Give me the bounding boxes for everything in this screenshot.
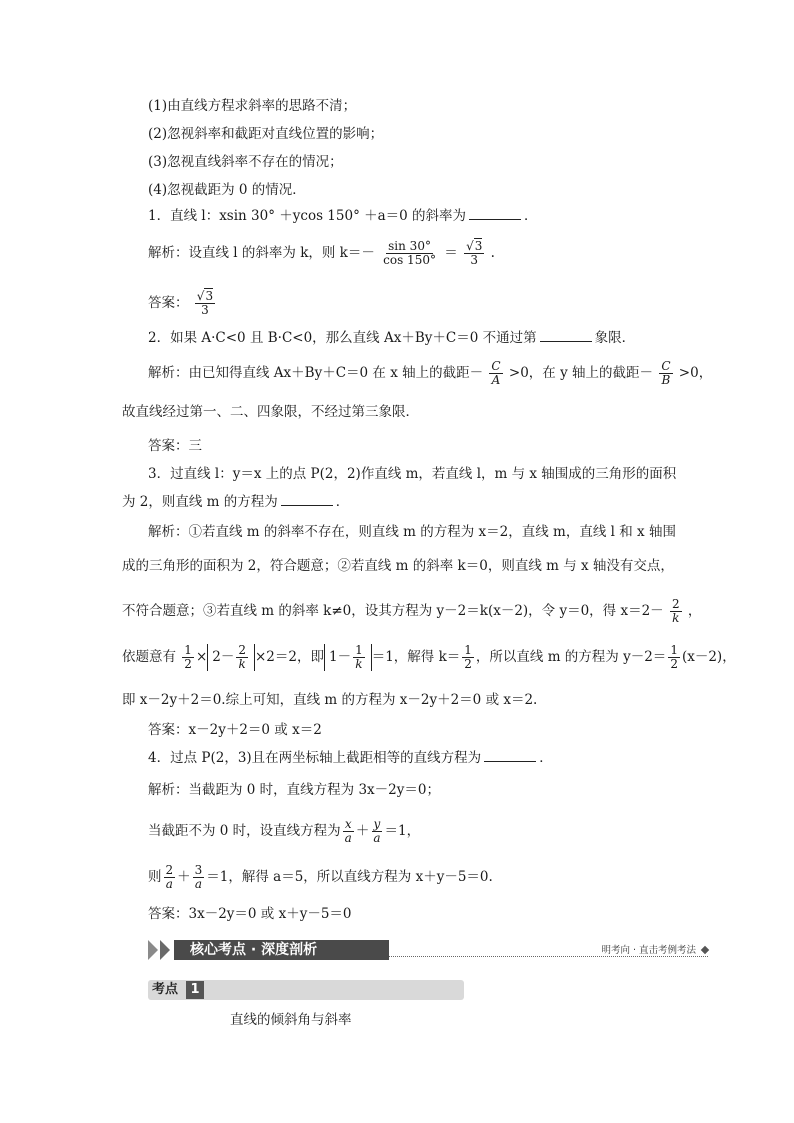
q4-analysis-1: 解析：当截距为 0 时，直线方程为 3x－2y＝0； bbox=[148, 782, 440, 798]
section-number: 1 bbox=[186, 981, 204, 999]
answer-blank bbox=[281, 493, 333, 506]
q3-stem-2-end: ． bbox=[335, 494, 350, 510]
q3-abs-2-frac bbox=[353, 644, 365, 671]
q2-analysis-c: >0， bbox=[678, 365, 713, 381]
q3-half-den: 2 bbox=[184, 657, 192, 671]
q1-answer bbox=[148, 290, 217, 317]
q4-a3-f2-den: a bbox=[194, 877, 203, 891]
note-3: (3)忽视直线斜率不存在的情况； bbox=[148, 154, 343, 170]
q1-result-fraction bbox=[464, 240, 484, 267]
q2-analysis-line2: 故直线经过第一、二、四象限，不经过第三象限． bbox=[122, 404, 419, 420]
q3-k-den: 2 bbox=[464, 657, 472, 671]
q1-answer-label: 答案： bbox=[148, 295, 189, 311]
q1-answer-num: √3 bbox=[196, 289, 214, 303]
q3-abs-1-den: k bbox=[238, 657, 246, 671]
q2-frac-2-num: C bbox=[661, 359, 671, 373]
q4-a2-f2-num: y bbox=[373, 817, 381, 831]
note-1: (1)由直线方程求斜率的思路不清； bbox=[148, 98, 357, 114]
q3-h-den: 2 bbox=[670, 657, 678, 671]
q4-a3-f1-num: 2 bbox=[165, 863, 174, 877]
q3-a4-mid: ×2＝2，即 bbox=[254, 649, 324, 665]
q3-abs-2-num: 1 bbox=[355, 643, 363, 657]
q4-a2-plus: ＋ bbox=[355, 823, 370, 839]
q2-stem-text: 2．如果 A·C<0 且 B·C<0，那么直线 Ax＋By＋C＝0 不通过第 bbox=[148, 330, 537, 346]
q3-analysis-3 bbox=[122, 598, 701, 625]
q1-frac-num: sin 30° bbox=[388, 239, 431, 253]
q3-abs-1-frac bbox=[236, 644, 248, 671]
q1-frac-den: cos 150° bbox=[383, 253, 436, 267]
q3-a4-pre: 依题意有 bbox=[122, 649, 176, 665]
q3-stem-2 bbox=[122, 492, 349, 512]
q3-stem-1: 3．过直线 l：y＝x 上的点 P(2，2)作直线 m，若直线 l，m 与 x 轴围成的三角形的面积 bbox=[148, 466, 677, 482]
section-label-bar bbox=[148, 980, 464, 1000]
q1-analysis-prefix: 解析：设直线 l 的斜率为 k，则 k＝－ bbox=[148, 245, 375, 261]
q3-analysis-3-text: 不符合题意；③若直线 m 的斜率 k≠0，设其方程为 y－2＝k(x－2)，令 y＝0，得 x＝2－ bbox=[122, 603, 664, 619]
q3-k-num: 1 bbox=[464, 643, 472, 657]
q4-stem bbox=[148, 748, 553, 768]
q3-a4-end: (x－2)， bbox=[681, 649, 736, 665]
q2-stem bbox=[148, 328, 635, 348]
q3-answer: 答案：x－2y＋2＝0 或 x＝2 bbox=[148, 722, 322, 738]
q3-analysis-1: 解析：①若直线 m 的斜率不存在，则直线 m 的方程为 x＝2，直线 m，直线 l 和 x 轴围 bbox=[148, 524, 676, 540]
q4-a2-end: ＝1， bbox=[384, 823, 421, 839]
q1-end: . bbox=[490, 245, 495, 261]
q3-abs-1-num: 2 bbox=[238, 643, 246, 657]
q3-analysis-3-end: ， bbox=[687, 603, 702, 619]
q3-frac-2k-den: k bbox=[672, 611, 680, 625]
answer-blank bbox=[484, 749, 536, 762]
q4-a2-f1-den: a bbox=[344, 831, 352, 845]
chevron-icon bbox=[148, 940, 158, 960]
answer-blank bbox=[469, 207, 521, 220]
q2-analysis bbox=[148, 360, 712, 387]
q1-eq: ＝ bbox=[444, 245, 458, 261]
q1-answer-den: 3 bbox=[201, 303, 209, 317]
q3-half-num: 1 bbox=[184, 643, 192, 657]
q3-analysis-4: 依题意有 $\frac{1}{2}$ × 2－ $\frac{2}{k}$ ×2＝2，即 1－ $\frac{1}{k}$ ＝1，解得 k＝ $\frac{1}{2}$ ，所以直线 m 的方程为 y－2＝ $\frac{1}{2}$ (x－2)， bbox=[122, 643, 736, 671]
q4-stem-text: 4．过点 P(2，3)且在两坐标轴上截距相等的直线方程为 bbox=[148, 750, 482, 766]
q3-stem-2-text: 为 2，则直线 m 的方程为 bbox=[122, 494, 278, 510]
q1-answer-fraction bbox=[195, 290, 215, 317]
q4-a3-plus: ＋ bbox=[177, 869, 191, 885]
q3-analysis-5: 即 x－2y＋2＝0.综上可知，直线 m 的方程为 x－2y＋2＝0 或 x＝2. bbox=[122, 692, 538, 708]
q2-frac-2-den: B bbox=[661, 373, 671, 387]
q1-stem-end: ． bbox=[524, 208, 538, 224]
banner-divider bbox=[389, 956, 708, 957]
q4-a2-frac-2 bbox=[371, 818, 382, 845]
q2-analysis-a: 解析：由已知得直线 Ax＋By＋C＝0 在 x 轴上的截距－ bbox=[148, 365, 484, 381]
q2-frac-1-num: C bbox=[491, 359, 501, 373]
q4-a2-f1-num: x bbox=[344, 817, 352, 831]
section-label: 考点 bbox=[152, 982, 179, 997]
q1-stem-text: 1．直线 l：xsin 30° ＋ycos 150° ＋a＝0 的斜率为 bbox=[148, 208, 467, 224]
q1-result-num: √3 bbox=[466, 239, 483, 253]
q4-a3-frac-2 bbox=[193, 864, 205, 891]
banner-subtitle: 明考向 · 直击考例考法 bbox=[601, 945, 696, 956]
q2-stem-end: 象限． bbox=[594, 330, 636, 346]
q4-a3-end: ＝1，解得 a＝5，所以直线方程为 x＋y－5＝0. bbox=[206, 869, 493, 885]
note-4: (4)忽视截距为 0 的情况． bbox=[148, 182, 306, 198]
q3-a4-mid3: ，所以直线 m 的方程为 y－2＝ bbox=[475, 649, 667, 665]
q2-answer: 答案：三 bbox=[148, 438, 202, 454]
q2-analysis-b: >0，在 y 轴上的截距－ bbox=[508, 365, 654, 381]
chevron-icon bbox=[160, 940, 170, 960]
q3-analysis-2: 成的三角形的面积为 2，符合题意；②若直线 m 的斜率 k＝0，则直线 m 与 x 轴没有交点， bbox=[122, 558, 674, 574]
answer-blank bbox=[540, 329, 592, 342]
note-2: (2)忽视斜率和截距对直线位置的影响； bbox=[148, 126, 384, 142]
section-title: 直线的倾斜角与斜率 bbox=[230, 1012, 352, 1028]
diamond-icon bbox=[701, 946, 709, 954]
q2-frac-2 bbox=[659, 360, 672, 387]
q3-h-frac bbox=[668, 644, 680, 671]
q3-abs-2 bbox=[324, 644, 372, 671]
q3-abs-2-den: k bbox=[355, 657, 363, 671]
q3-h-num: 1 bbox=[670, 643, 678, 657]
q4-analysis-3 bbox=[148, 864, 493, 891]
q3-k-frac bbox=[462, 644, 474, 671]
q2-frac-1-den: A bbox=[491, 373, 501, 387]
q1-result-den: 3 bbox=[470, 253, 479, 267]
q3-abs-2-pre: 1－ bbox=[328, 649, 352, 665]
q4-a2-frac-1 bbox=[343, 818, 354, 845]
q3-frac-2k-num: 2 bbox=[671, 597, 680, 611]
q4-answer: 答案：3x－2y＝0 或 x＋y－5＝0 bbox=[148, 906, 352, 922]
q4-a2-f2-den: a bbox=[373, 831, 381, 845]
q1-fraction bbox=[381, 240, 438, 267]
q4-a3-frac-1 bbox=[164, 864, 176, 891]
q3-abs-1 bbox=[207, 644, 255, 671]
q3-frac-2k bbox=[670, 598, 682, 625]
q4-stem-end: ． bbox=[539, 750, 553, 766]
q3-abs-1-pre: 2－ bbox=[212, 649, 235, 665]
q4-a3-f1-den: a bbox=[165, 877, 173, 891]
q3-a4-mid2: ＝1，解得 k＝ bbox=[371, 649, 461, 665]
q4-a3-pre: 则 bbox=[148, 869, 162, 885]
q2-frac-1 bbox=[489, 360, 502, 387]
banner-title: 核心考点 · 深度剖析 bbox=[190, 942, 318, 958]
q1-analysis bbox=[148, 240, 495, 267]
q4-analysis-2 bbox=[148, 818, 420, 845]
q4-a2-pre: 当截距不为 0 时，设直线方程为 bbox=[148, 823, 341, 839]
section-banner bbox=[148, 938, 708, 962]
q1-stem bbox=[148, 206, 538, 226]
q3-half-frac bbox=[182, 644, 194, 671]
q4-a3-f2-num: 3 bbox=[194, 863, 203, 877]
